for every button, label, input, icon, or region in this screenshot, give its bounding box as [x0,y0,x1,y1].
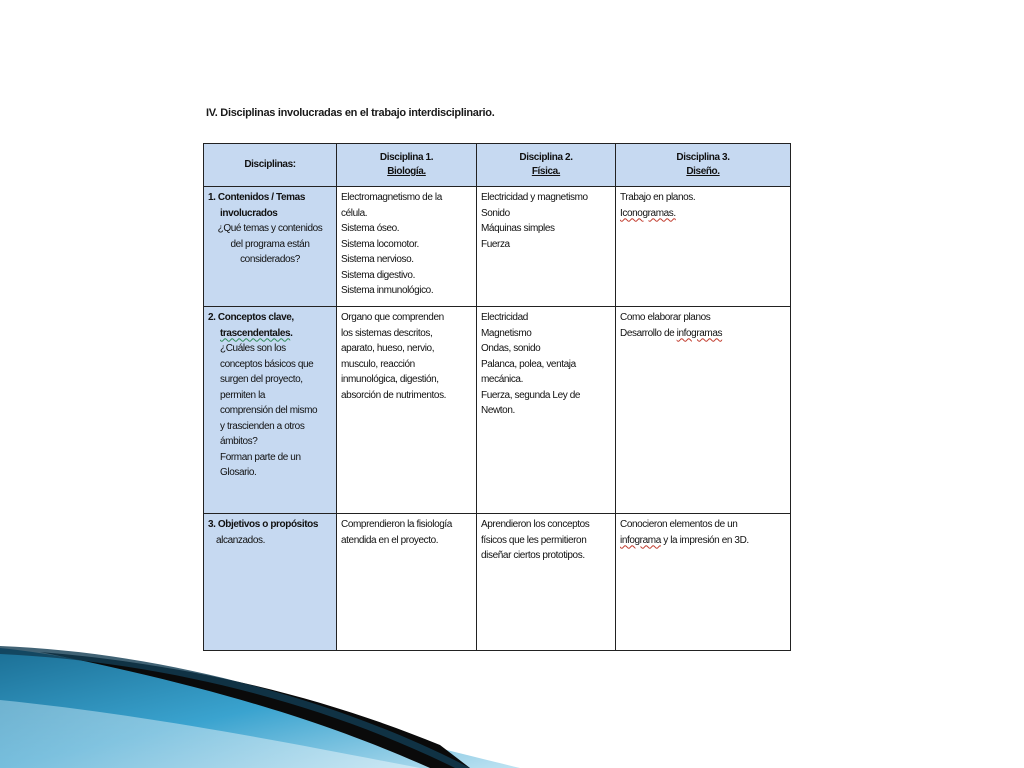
cell-conceptos-diseno: Como elaborar planos Desarrollo de infogramas [616,307,791,514]
cell-contenidos-diseno: Trabajo en planos. Iconogramas. [616,187,791,307]
cell-objetivos-biologia: Comprendieron la fisiología atendida en el proyecto. [337,514,477,651]
cell-objetivos-fisica: Aprendieron los conceptos físicos que les permitieron diseñar ciertos prototipos. [477,514,616,651]
row-head-conceptos: 2. Conceptos clave, trascendentales. ¿Cuáles son los conceptos básicos que surgen del proyecto, permiten la comprensión del mismo y trascienden a otros ámbitos? Forman parte de un Glosario. [204,307,337,514]
header-disciplinas: Disciplinas: [204,144,337,187]
header-disciplina-2: Disciplina 2. Física. [477,144,616,187]
disciplines-table [203,143,791,651]
table-row-contenidos [204,187,791,307]
section-title: IV. Disciplinas involucradas en el trabajo interdisciplinario. [206,107,495,119]
cell-objetivos-diseno: Conocieron elementos de un infograma y la impresión en 3D. [616,514,791,651]
cell-conceptos-fisica: Electricidad Magnetismo Ondas, sonido Palanca, polea, ventaja mecánica. Fuerza, segunda Ley de Newton. [477,307,616,514]
row-head-objetivos: 3. Objetivos o propósitos alcanzados. [204,514,337,651]
row-head-contenidos: 1. Contenidos / Temas involucrados ¿Qué temas y contenidos del programa están considerados? [204,187,337,307]
cell-conceptos-biologia: Organo que comprenden los sistemas descritos, aparato, hueso, nervio, musculo, reacción inmunológica, digestión, absorción de nutrimentos. [337,307,477,514]
header-disciplina-1: Disciplina 1. Biología. [337,144,477,187]
cell-contenidos-biologia: Electromagnetismo de la célula. Sistema óseo. Sistema locomotor. Sistema nervioso. Sistema digestivo. Sistema inmunológico. [337,187,477,307]
table-header-row [204,144,791,187]
table-row-objetivos [204,514,791,651]
header-disciplina-3: Disciplina 3. Diseño. [616,144,791,187]
cell-contenidos-fisica: Electricidad y magnetismo Sonido Máquinas simples Fuerza [477,187,616,307]
table-row-conceptos [204,307,791,514]
